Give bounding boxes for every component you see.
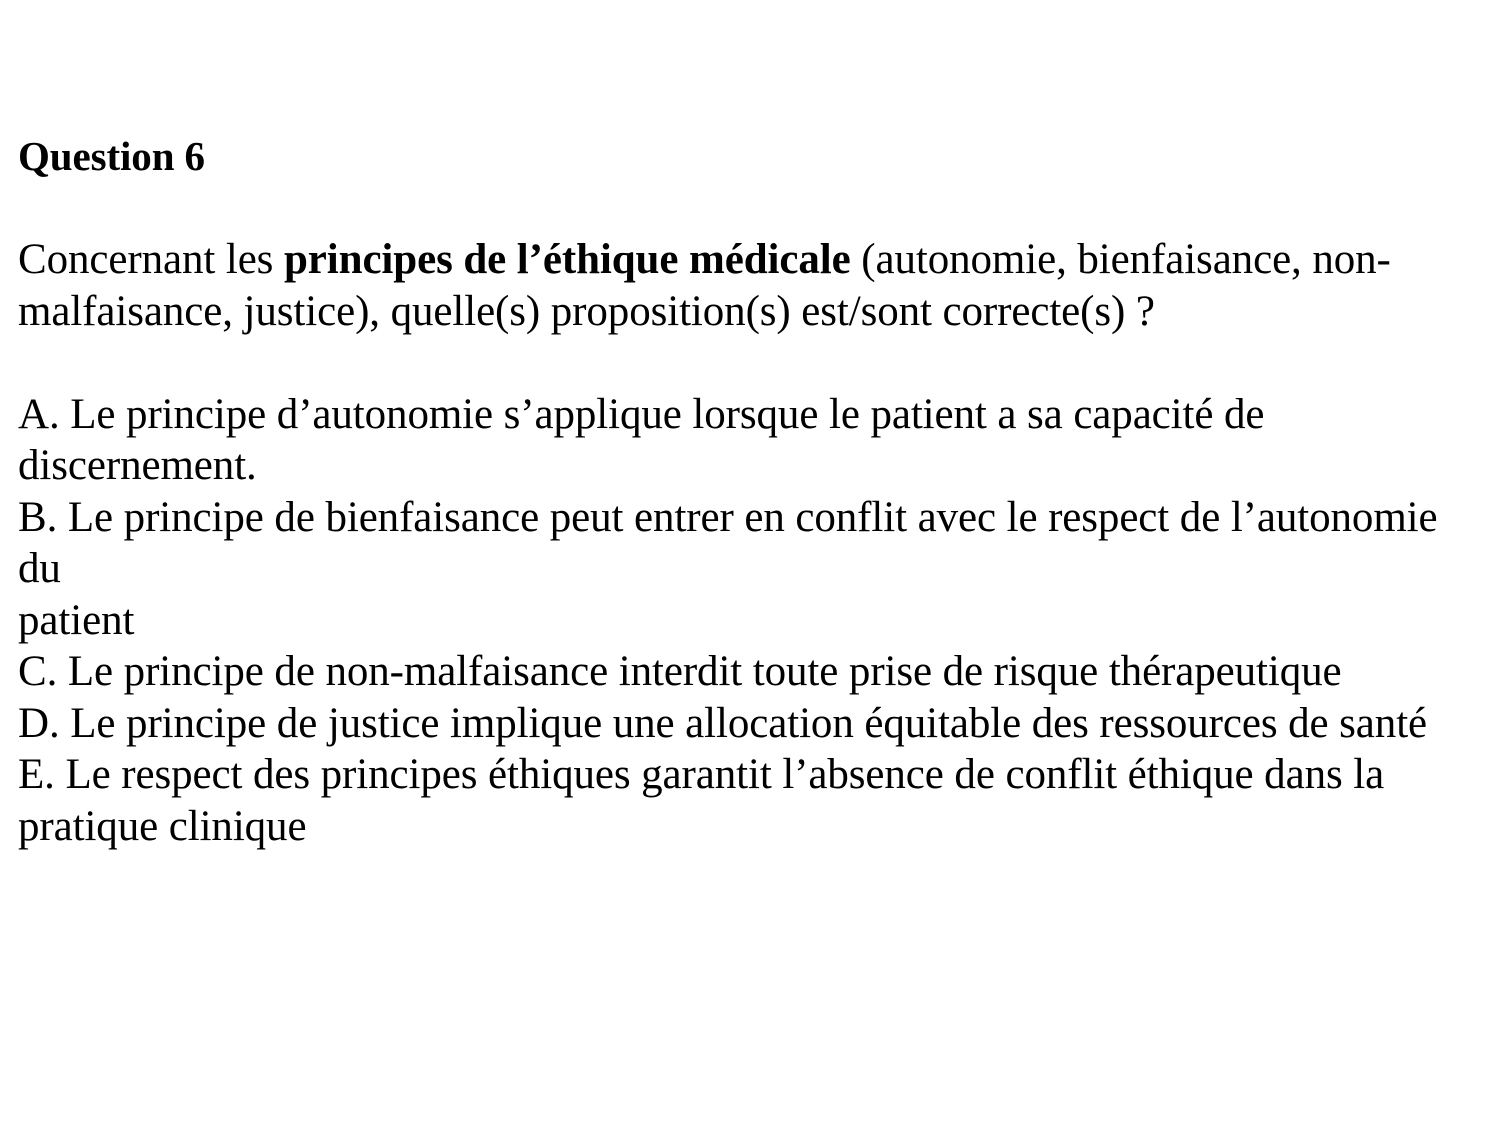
question-emphasis-text: principes de l’éthique médicale <box>283 236 851 283</box>
page-title: Question 6 <box>18 133 205 179</box>
answer-option-d[interactable] <box>18 698 1488 750</box>
answer-option-c[interactable] <box>18 646 1488 698</box>
spacer-after-title <box>18 183 1488 235</box>
answer-option-d-line-1: D. Le principe de justice implique une allocation équitable des ressources de santé <box>18 699 1428 747</box>
question-stem-line-1 <box>18 234 1488 286</box>
spacer-before-options <box>18 337 1488 389</box>
answer-option-e-line-2: pratique clinique <box>18 802 307 850</box>
answer-option-b-line-2: patient <box>18 596 135 644</box>
answer-option-b[interactable] <box>18 492 1488 647</box>
answer-option-a[interactable] <box>18 389 1488 492</box>
question-stem-line-2: malfaisance, justice), quelle(s) proposition(s) est/sont correcte(s) ? <box>18 287 1155 335</box>
question-content <box>18 131 1488 852</box>
question-lead-text: Concernant les <box>18 236 284 283</box>
question-stem <box>18 234 1488 337</box>
answer-option-c-line-1: C. Le principe de non-malfaisance interdit toute prise de risque thérapeutique <box>18 648 1342 695</box>
answer-option-b-line-1: B. Le principe de bienfaisance peut entrer en conflit avec le respect de l’autonomie du <box>18 493 1438 592</box>
answer-option-a-line-1: A. Le principe d’autonomie s’applique lorsque le patient a sa capacité de discernement. <box>18 390 1265 489</box>
question-tail-text: (autonomie, bienfaisance, non- <box>850 236 1391 283</box>
answer-option-e-line-1: E. Le respect des principes éthiques garantit l’absence de conflit éthique dans la <box>18 751 1385 798</box>
answer-option-e[interactable] <box>18 749 1488 852</box>
